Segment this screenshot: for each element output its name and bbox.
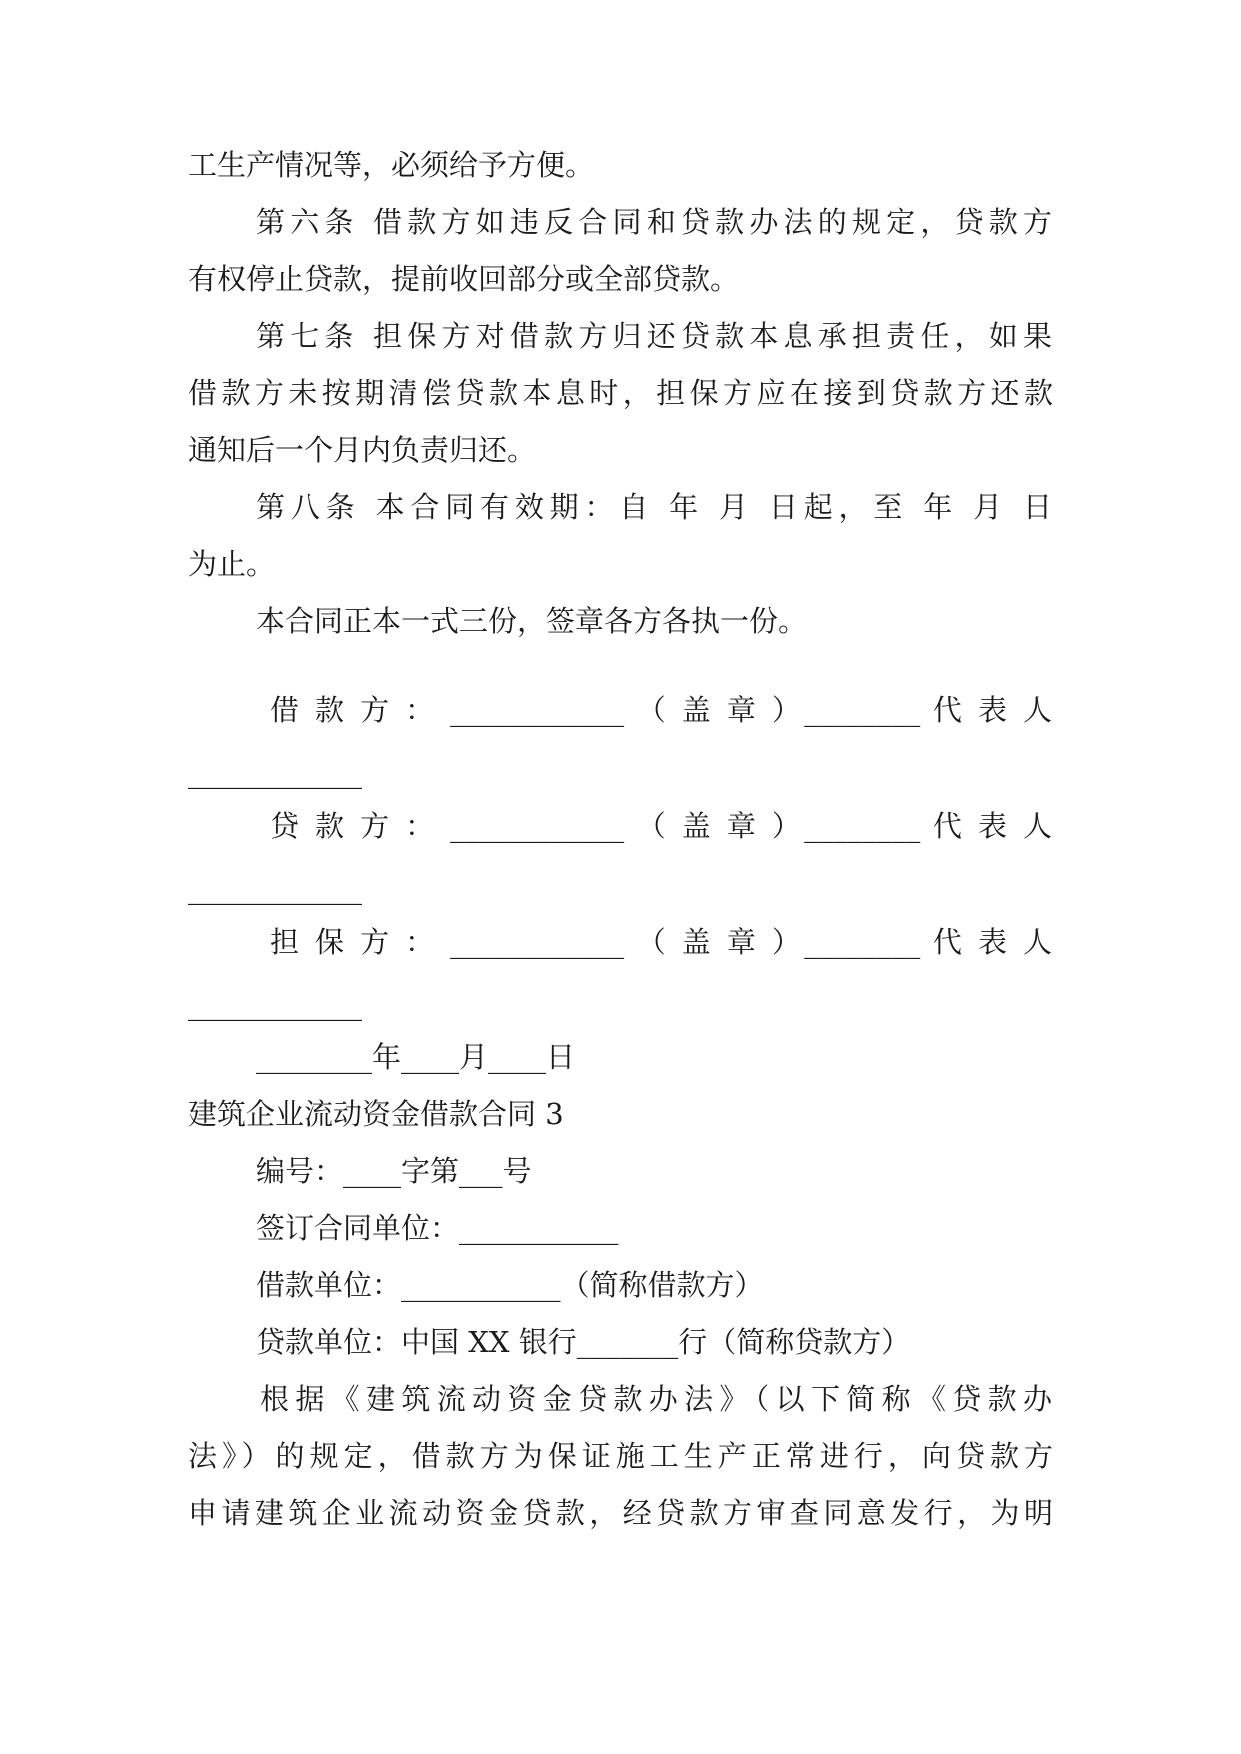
article-6-line-2: 有权停止贷款，提前收回部分或全部贷款。 (188, 262, 740, 296)
signature-borrower: 借 款 方 ： ____________ （ 盖 章 ）________ 代 表 人 (270, 693, 1052, 727)
article-7-line-2: 借款方未按期清偿贷款本息时，担保方应在接到贷款方还款 (188, 376, 1053, 410)
date-line: ________年____月____日 (256, 1040, 576, 1074)
text-line: 工生产情况等，必须给予方便。 (188, 148, 595, 182)
article-7-line-1: 第七条 担保方对借款方归还贷款本息承担责任，如果 (256, 319, 1052, 353)
article-8-line-1: 第八条 本合同有效期：自 年 月 日起，至 年 月 日 (256, 490, 1052, 524)
contract-number: 编号：____字第___号 (256, 1154, 532, 1188)
borrowing-unit: 借款单位：___________（简称借款方） (256, 1268, 764, 1302)
contract-title: 建筑企业流动资金借款合同 3 (188, 1097, 564, 1131)
preamble-line-3: 申请建筑企业流动资金贷款，经贷款方审查同意发行，为明 (188, 1496, 1053, 1530)
article-6-line-1: 第六条 借款方如违反合同和贷款办法的规定，贷款方 (256, 205, 1052, 239)
signature-lender-rep-blank: ____________ (188, 871, 362, 905)
copies-clause: 本合同正本一式三份，签章各方各执一份。 (256, 604, 808, 638)
signature-lender: 贷 款 方 ： ____________ （ 盖 章 ）________ 代 表 人 (270, 809, 1052, 843)
article-8-line-2: 为止。 (188, 547, 276, 581)
preamble-line-2: 法》）的规定，借款方为保证施工生产正常进行，向贷款方 (188, 1439, 1053, 1473)
article-7-line-3: 通知后一个月内负责归还。 (188, 433, 537, 467)
signature-borrower-rep-blank: ____________ (188, 755, 362, 789)
preamble-line-1: 根据《建筑流动资金贷款办法》（以下简称《贷款办 (260, 1382, 1052, 1416)
signature-guarantor: 担 保 方 ： ____________ （ 盖 章 ）________ 代 表 人 (270, 925, 1052, 959)
signature-guarantor-rep-blank: ____________ (188, 987, 362, 1021)
signing-unit: 签订合同单位：___________ (256, 1211, 619, 1245)
lending-unit: 贷款单位：中国 XX 银行_______行（简称贷款方） (256, 1325, 911, 1359)
